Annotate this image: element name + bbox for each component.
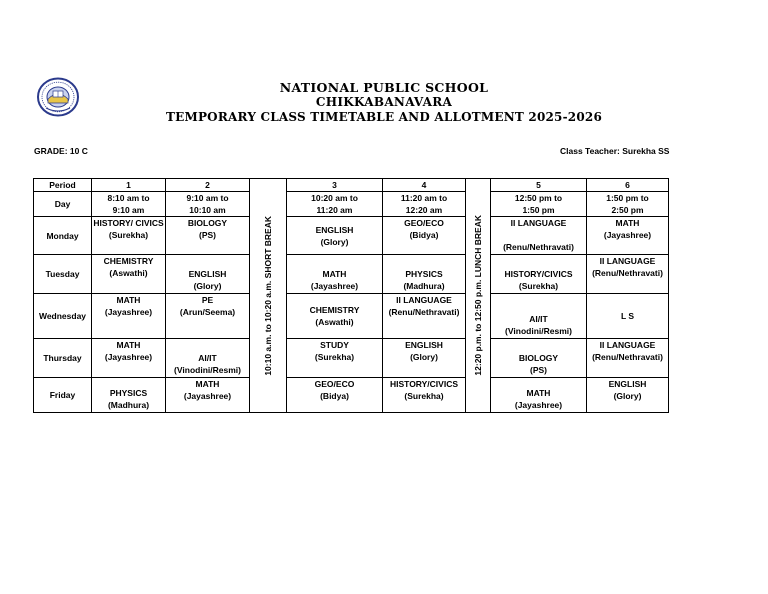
subject-cell: STUDY (Surekha)	[287, 339, 383, 378]
subject-cell: HISTORY/CIVICS (Surekha)	[383, 378, 466, 413]
subject-cell: GEO/ECO (Bidya)	[287, 378, 383, 413]
timetable-row-thursday	[34, 339, 669, 378]
timetable-row-friday	[34, 378, 669, 413]
subject-cell: HISTORY/CIVICS (Surekha)	[491, 255, 587, 294]
timetable-row-monday	[34, 217, 669, 255]
timetable-row-tuesday	[34, 255, 669, 294]
period-number: 2	[166, 179, 250, 192]
day-name: Wednesday	[34, 294, 92, 339]
subject-cell: PHYSICS (Madhura)	[92, 378, 166, 413]
subject-cell: II LANGUAGE (Renu/Nethravati)	[491, 217, 587, 255]
subject-cell: AI/IT (Vinodini/Resmi)	[491, 294, 587, 339]
subject-cell: PE (Arun/Seema)	[166, 294, 250, 339]
short-break-label: 10:10 a.m. to 10:20 a.m. SHORT BREAK	[263, 215, 273, 376]
subject-cell: MATH (Jayashree)	[287, 255, 383, 294]
subject-cell: L S	[587, 294, 669, 339]
day-name: Monday	[34, 217, 92, 255]
subject-cell: II LANGUAGE (Renu/Nethravati)	[587, 339, 669, 378]
subject-cell: II LANGUAGE (Renu/Nethravati)	[587, 255, 669, 294]
time-slot: 12:50 pm to 1:50 pm	[491, 192, 587, 217]
lunch-break-label: 12:20 p.m. to 12:50 p.m. LUNCH BREAK	[473, 215, 483, 376]
subject-cell: MATH (Jayashree)	[491, 378, 587, 413]
school-name: NATIONAL PUBLIC SCHOOL	[279, 80, 489, 95]
period-number: 5	[491, 179, 587, 192]
day-name: Friday	[34, 378, 92, 413]
subject-cell: MATH (Jayashree)	[92, 339, 166, 378]
time-slot: 9:10 am to 10:10 am	[166, 192, 250, 217]
subject-cell: ENGLISH (Glory)	[166, 255, 250, 294]
short-break-cell	[250, 179, 287, 413]
subject-cell: ENGLISH (Glory)	[383, 339, 466, 378]
subject-cell: AI/IT (Vinodini/Resmi)	[166, 339, 250, 378]
time-slot: 8:10 am to 9:10 am	[92, 192, 166, 217]
period-number: 6	[587, 179, 669, 192]
school-location: CHIKKABANAVARA	[315, 95, 453, 109]
day-label: Day	[34, 192, 92, 217]
time-row	[34, 192, 669, 217]
subject-cell: ENGLISH (Glory)	[287, 217, 383, 255]
time-slot: 11:20 am to 12:20 am	[383, 192, 466, 217]
subject-cell: PHYSICS (Madhura)	[383, 255, 466, 294]
lunch-break-cell	[466, 179, 491, 413]
subject-cell: II LANGUAGE (Renu/Nethravati)	[383, 294, 466, 339]
subject-cell: MATH (Jayashree)	[92, 294, 166, 339]
day-name: Thursday	[34, 339, 92, 378]
day-name: Tuesday	[34, 255, 92, 294]
period-label: Period	[34, 179, 92, 192]
subject-cell: GEO/ECO (Bidya)	[383, 217, 466, 255]
timetable	[33, 178, 669, 413]
subject-cell: ENGLISH (Glory)	[587, 378, 669, 413]
subject-cell: MATH (Jayashree)	[166, 378, 250, 413]
subject-cell: BIOLOGY (PS)	[166, 217, 250, 255]
time-slot: 10:20 am to 11:20 am	[287, 192, 383, 217]
period-number: 3	[287, 179, 383, 192]
period-number: 4	[383, 179, 466, 192]
timetable-row-wednesday	[34, 294, 669, 339]
subject-cell: CHEMISTRY (Aswathi)	[92, 255, 166, 294]
period-header-row	[34, 179, 669, 192]
subject-cell: HISTORY/ CIVICS (Surekha)	[92, 217, 166, 255]
period-number: 1	[92, 179, 166, 192]
subject-cell: CHEMISTRY (Aswathi)	[287, 294, 383, 339]
document-title: TEMPORARY CLASS TIMETABLE AND ALLOTMENT 2025-2026	[166, 110, 602, 124]
class-teacher-label: Class Teacher: Surekha SS	[560, 146, 670, 156]
grade-label: GRADE: 10 C	[34, 146, 88, 156]
subject-cell: MATH (Jayashree)	[587, 217, 669, 255]
time-slot: 1:50 pm to 2:50 pm	[587, 192, 669, 217]
subject-cell: BIOLOGY (PS)	[491, 339, 587, 378]
